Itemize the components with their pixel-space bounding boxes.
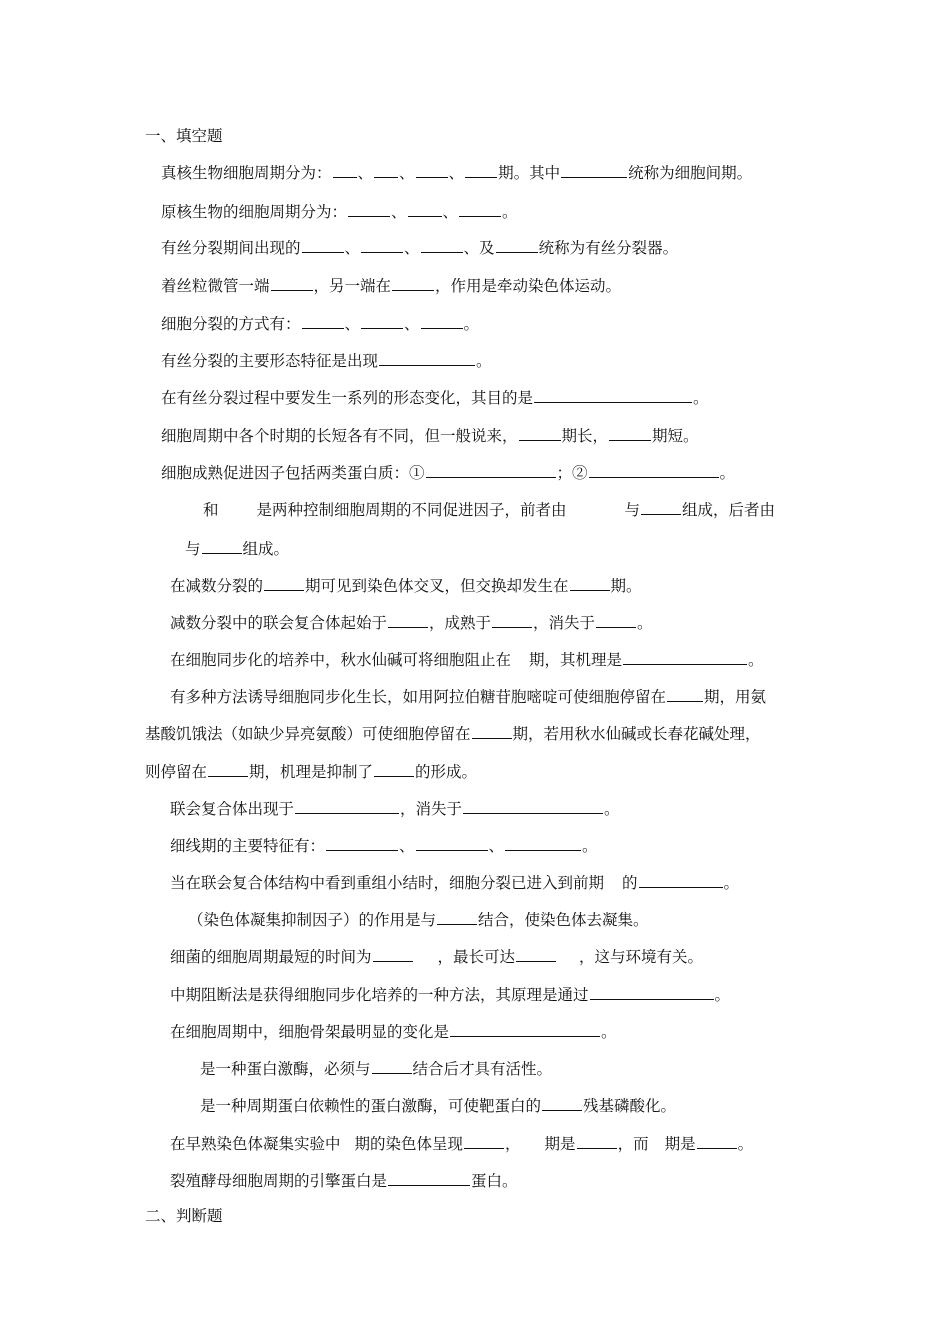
question-2: 原核生物的细胞周期分为： 、 、 。 (161, 200, 518, 222)
answer-blank[interactable] (426, 461, 556, 478)
answer-blank[interactable] (208, 760, 248, 777)
answer-blank[interactable] (302, 312, 344, 329)
answer-blank[interactable] (465, 161, 497, 178)
answer-blank[interactable] (577, 1132, 617, 1149)
question-8: 细胞周期中各个时期的长短各有不同，但一般说来， 期长， 期短。 (161, 424, 699, 446)
answer-blank[interactable] (697, 1132, 737, 1149)
answer-blank[interactable] (333, 161, 357, 178)
question-10: 和 是两种控制细胞周期的不同促进因子，前者由 与 组成，后者由 (161, 498, 775, 520)
answer-blank[interactable] (496, 236, 538, 253)
answer-blank[interactable] (641, 498, 681, 515)
section-heading-judge: 二、判断题 (145, 1207, 223, 1225)
answer-blank[interactable] (505, 834, 581, 851)
question-23: 是一种周期蛋白依赖性的蛋白激酶，可使靶蛋白的 残基磷酸化。 (200, 1094, 676, 1116)
question-12: 减数分裂中的联会复合体起始于 ，成熟于 ，消失于 。 (170, 611, 653, 633)
answer-blank[interactable] (348, 200, 390, 217)
question-10-continued: 与 组成。 (185, 537, 289, 559)
answer-blank[interactable] (472, 722, 512, 739)
question-21: 在细胞周期中，细胞骨架最明显的变化是 。 (170, 1020, 617, 1042)
answer-blank[interactable] (373, 945, 413, 962)
question-5: 细胞分裂的方式有： 、 、 。 (161, 312, 479, 334)
answer-blank[interactable] (623, 648, 747, 665)
section-heading-fill-blank: 一、填空题 (145, 127, 223, 145)
answer-blank[interactable] (416, 161, 448, 178)
question-11: 在减数分裂的 期可见到染色体交叉，但交换却发生在 期。 (170, 574, 642, 596)
answer-blank[interactable] (295, 797, 399, 814)
answer-blank[interactable] (374, 161, 398, 178)
question-7: 在有丝分裂过程中要发生一系列的形态变化，其目的是 。 (161, 386, 709, 408)
answer-blank[interactable] (570, 574, 610, 591)
answer-blank[interactable] (609, 424, 651, 441)
question-6: 有丝分裂的主要形态特征是出现 。 (161, 349, 492, 371)
question-4: 着丝粒微管一端 ，另一端在 ，作用是牵动染色体运动。 (161, 274, 621, 296)
answer-blank[interactable] (561, 161, 627, 178)
answer-blank[interactable] (421, 312, 463, 329)
question-14-line-3: 则停留在 期，机理是抑制了 的形成。 (145, 760, 477, 782)
answer-blank[interactable] (519, 424, 561, 441)
answer-blank[interactable] (534, 386, 692, 403)
question-3: 有丝分裂期间出现的 、 、 、及 统称为有丝分裂器。 (161, 236, 678, 258)
answer-blank[interactable] (492, 611, 532, 628)
answer-blank[interactable] (271, 274, 313, 291)
question-22: 是一种蛋白激酶，必须与 结合后才具有活性。 (200, 1057, 552, 1079)
answer-blank[interactable] (421, 236, 463, 253)
question-18: （染色体凝集抑制因子）的作用是与 结合，使染色体去凝集。 (188, 908, 649, 930)
question-16: 细线期的主要特征有： 、 、 。 (170, 834, 598, 856)
answer-blank[interactable] (464, 1132, 504, 1149)
answer-blank[interactable] (516, 945, 556, 962)
answer-blank[interactable] (388, 1169, 470, 1186)
answer-blank[interactable] (374, 760, 414, 777)
question-14: 有多种方法诱导细胞同步化生长，如用阿拉伯糖苷胞嘧啶可使细胞停留在 期，用氨 (170, 685, 766, 707)
answer-blank[interactable] (392, 274, 434, 291)
question-9: 细胞成熟促进因子包括两类蛋白质：① ；② 。 (161, 461, 735, 483)
question-13: 在细胞同步化的培养中，秋水仙碱可将细胞阻止在 期，其机理是 。 (170, 648, 764, 670)
answer-blank[interactable] (379, 349, 475, 366)
answer-blank[interactable] (437, 908, 477, 925)
answer-blank[interactable] (542, 1094, 582, 1111)
answer-blank[interactable] (459, 200, 501, 217)
answer-blank[interactable] (450, 1020, 600, 1037)
answer-blank[interactable] (326, 834, 398, 851)
question-17: 当在联会复合体结构中看到重组小结时，细胞分裂已进入到前期 的 。 (170, 871, 739, 893)
answer-blank[interactable] (463, 797, 603, 814)
answer-blank[interactable] (202, 537, 242, 554)
question-1: 真核生物细胞周期分为： 、 、 、 期。其中 统称为细胞间期。 (161, 161, 752, 183)
answer-blank[interactable] (264, 574, 304, 591)
question-20: 中期阻断法是获得细胞同步化培养的一种方法，其原理是通过 。 (170, 983, 730, 1005)
question-14-line-2: 基酸饥饿法（如缺少异亮氨酸）可使细胞停留在 期，若用秋水仙碱或长春花碱处理， (145, 722, 761, 744)
answer-blank[interactable] (302, 236, 344, 253)
answer-blank[interactable] (590, 983, 714, 1000)
question-19: 细菌的细胞周期最短的时间为 ，最长可达 ，这与环境有关。 (170, 945, 703, 967)
question-24: 在早熟染色体凝集实验中 期的染色体呈现 ， 期是 ，而 期是 。 (170, 1132, 753, 1154)
answer-blank[interactable] (416, 834, 488, 851)
answer-blank[interactable] (589, 461, 719, 478)
answer-blank[interactable] (372, 1057, 412, 1074)
answer-blank[interactable] (667, 685, 703, 702)
question-25: 裂殖酵母细胞周期的引擎蛋白是 蛋白。 (170, 1169, 518, 1191)
answer-blank[interactable] (408, 200, 442, 217)
answer-blank[interactable] (596, 611, 636, 628)
answer-blank[interactable] (639, 871, 723, 888)
answer-blank[interactable] (361, 312, 403, 329)
question-15: 联会复合体出现于 ，消失于 。 (170, 797, 620, 819)
answer-blank[interactable] (388, 611, 428, 628)
answer-blank[interactable] (361, 236, 403, 253)
